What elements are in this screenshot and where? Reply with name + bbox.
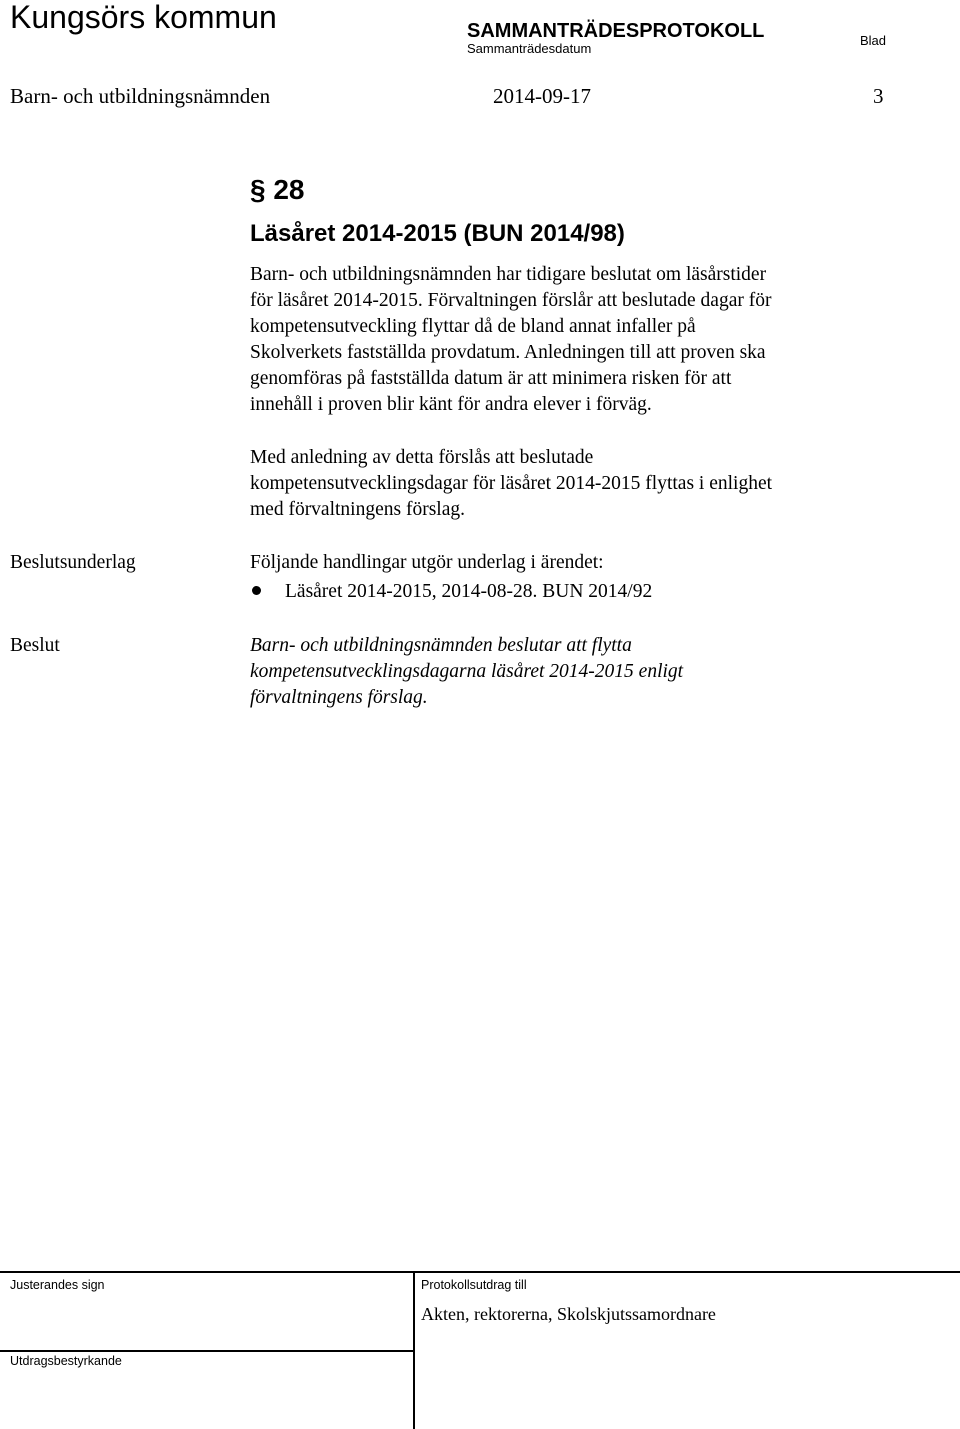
decision-basis-item: Läsåret 2014-2015, 2014-08-28. BUN 2014/92: [285, 581, 653, 602]
text-line: Barn- och utbildningsnämnden beslutar att flytta: [250, 635, 632, 656]
text-line: för läsåret 2014-2015. Förvaltningen förslår att beslutade dagar för: [250, 290, 772, 311]
text-line: Skolverkets fastställda provdatum. Anledningen till att proven ska: [250, 342, 766, 363]
decision-text: [250, 633, 890, 711]
meeting-date: 2014-09-17: [493, 84, 591, 108]
decision-basis-label: Beslutsunderlag: [10, 552, 136, 573]
section-title: Läsåret 2014-2015 (BUN 2014/98): [250, 220, 625, 247]
footer-divider: [413, 1272, 415, 1429]
footer-divider: [0, 1350, 414, 1352]
text-line: kompetensutvecklingsdagar för läsåret 2014-2015 flyttas i enlighet: [250, 473, 773, 494]
text-line: förvaltningens förslag.: [250, 687, 428, 708]
organization-name: Kungsörs kommun: [10, 0, 277, 35]
text-line: Barn- och utbildningsnämnden har tidigare beslutat om läsårstider: [250, 264, 767, 285]
footer-divider: [0, 1271, 960, 1273]
page-number: 3: [873, 84, 884, 108]
certification-label: Utdragsbestyrkande: [10, 1354, 122, 1368]
text-line: kompetensutveckling flyttar då de bland annat infaller på: [250, 316, 696, 337]
decision-label: Beslut: [10, 635, 60, 656]
extract-recipients: Akten, rektorerna, Skolskjutssamordnare: [421, 1304, 716, 1324]
meeting-date-label: Sammanträdesdatum: [467, 41, 592, 56]
extract-recipients-label: Protokollsutdrag till: [421, 1278, 527, 1292]
document-type: SAMMANTRÄDESPROTOKOLL: [467, 20, 765, 42]
paragraph-background: [250, 262, 890, 418]
text-line: innehåll i proven blir känt för andra elever i förväg.: [250, 394, 652, 415]
text-line: genomföras på fastställda datum är att minimera risken för att: [250, 368, 732, 389]
paragraph-proposal: [250, 445, 890, 523]
text-line: med förvaltningens förslag.: [250, 499, 465, 520]
page-label: Blad: [860, 33, 887, 48]
text-line: Med anledning av detta förslås att beslutade: [250, 447, 594, 468]
decision-basis-intro: Följande handlingar utgör underlag i ärendet:: [250, 552, 604, 573]
text-line: kompetensutvecklingsdagarna läsåret 2014-2015 enligt: [250, 661, 684, 682]
signature-label: Justerandes sign: [10, 1278, 105, 1292]
bullet-icon: [252, 586, 261, 595]
board-name: Barn- och utbildningsnämnden: [10, 84, 271, 108]
paragraph-number: § 28: [250, 174, 305, 205]
